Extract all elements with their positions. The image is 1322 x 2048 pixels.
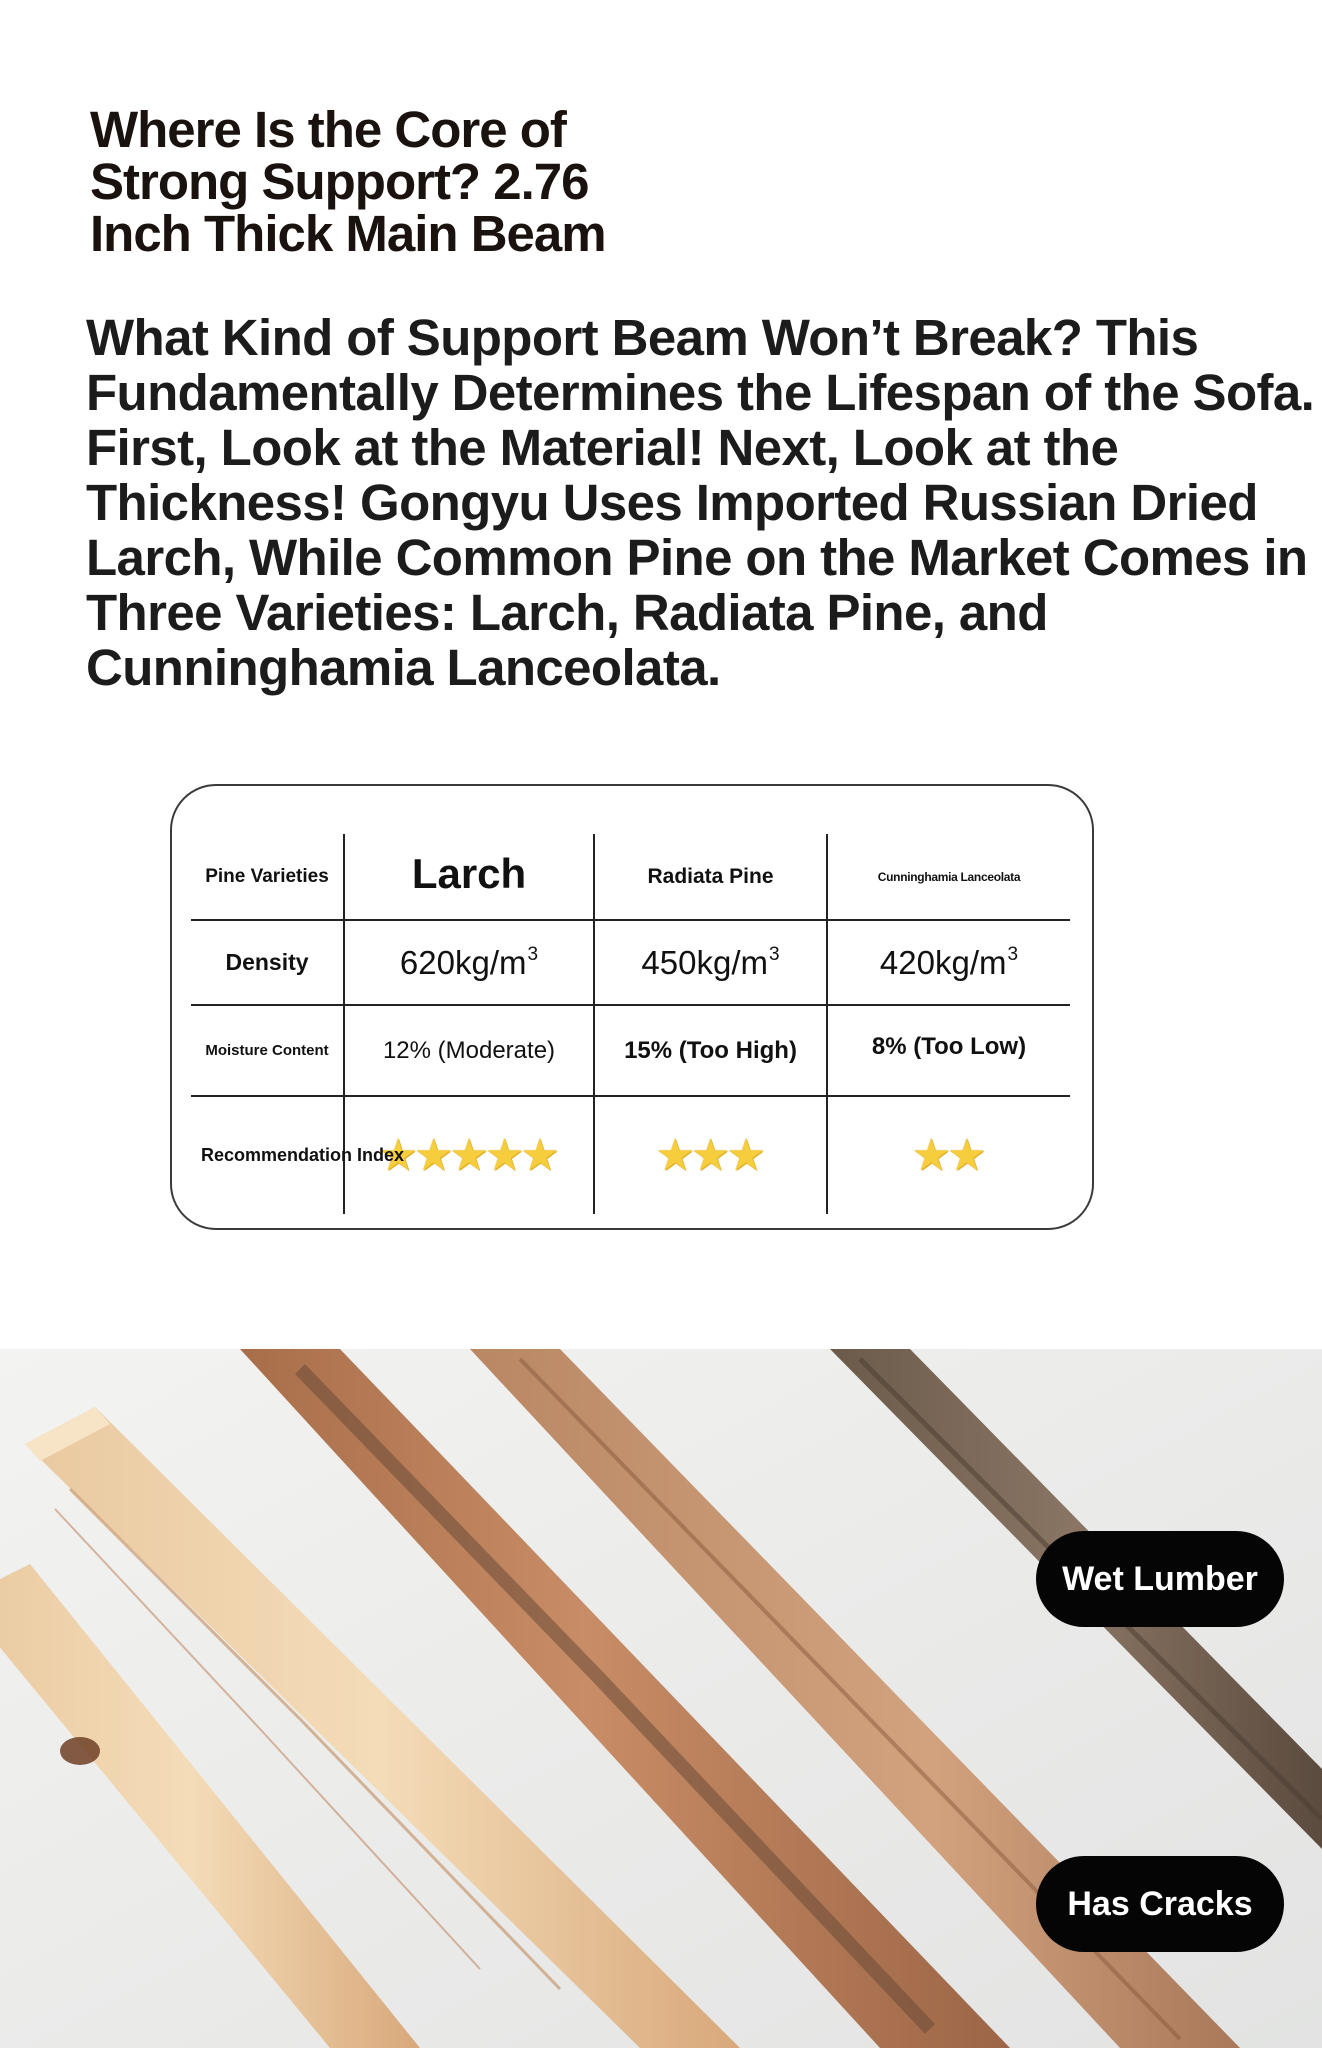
table-row-recommendation bbox=[191, 1096, 1070, 1214]
table-row-moisture bbox=[191, 1005, 1070, 1096]
intro-line: Thickness! Gongyu Uses Imported Russian Dried bbox=[86, 474, 1258, 531]
rating-cunninghamia bbox=[827, 1096, 1070, 1214]
table-header-row bbox=[191, 834, 1070, 920]
star-icon: ★ bbox=[378, 1130, 418, 1180]
star-icon: ★ bbox=[690, 1130, 731, 1180]
moisture-cunninghamia: 8% (Too Low) bbox=[827, 1005, 1070, 1096]
intro-line: First, Look at the Material! Next, Look at the bbox=[86, 419, 1119, 476]
density-cunninghamia: $420kg/m^3$ bbox=[827, 920, 1070, 1005]
star-icon: ★ bbox=[911, 1130, 951, 1180]
star-icon: ★ bbox=[655, 1130, 695, 1180]
star-icon: ★ bbox=[413, 1130, 454, 1180]
star-icon: ★ bbox=[726, 1130, 766, 1180]
row-label-density: Density bbox=[191, 920, 344, 1005]
star-icon: ★ bbox=[449, 1130, 489, 1180]
heading-line: Where Is the Core of bbox=[90, 101, 566, 158]
heading-line: Inch Thick Main Beam bbox=[90, 205, 606, 263]
intro-line: Cunninghamia Lanceolata. bbox=[86, 639, 721, 696]
heading-line: Strong Support? 2.76 bbox=[90, 153, 589, 211]
header-radiata-pine: Radiata Pine bbox=[594, 834, 827, 920]
star-icon: ★ bbox=[947, 1130, 987, 1180]
density-radiata: $450kg/m^3$ bbox=[594, 920, 827, 1005]
intro-line: Three Varieties: Larch, Radiata Pine, and bbox=[86, 584, 1048, 641]
table-row-density bbox=[191, 920, 1070, 1005]
row-label-moisture: Moisture Content bbox=[191, 1005, 344, 1096]
star-icon: ★ bbox=[520, 1130, 560, 1180]
rating-radiata bbox=[594, 1096, 827, 1214]
wood-comparison-table bbox=[191, 834, 1070, 1214]
row-label-recommendation: Recommendation Index bbox=[191, 1096, 344, 1214]
section-heading bbox=[90, 101, 690, 263]
label-wet-lumber: Wet Lumber bbox=[1036, 1531, 1284, 1627]
intro-line: Fundamentally Determines the Lifespan of the Sofa. bbox=[86, 364, 1315, 421]
intro-line: What Kind of Support Beam Won’t Break? This bbox=[86, 309, 1199, 366]
moisture-radiata: 15% (Too High) bbox=[594, 1005, 827, 1096]
star-icon: ★ bbox=[484, 1130, 525, 1180]
wood-comparison-card bbox=[170, 784, 1094, 1230]
header-larch: Larch bbox=[344, 834, 594, 920]
moisture-larch: 12% (Moderate) bbox=[344, 1005, 594, 1096]
intro-line: Larch, While Common Pine on the Market Comes in bbox=[86, 529, 1308, 586]
header-cunninghamia: Cunninghamia Lanceolata bbox=[827, 834, 1070, 920]
label-has-cracks: Has Cracks bbox=[1036, 1856, 1284, 1952]
header-pine-varieties: Pine Varieties bbox=[205, 865, 329, 887]
density-larch: $620kg/m^3$ bbox=[344, 920, 594, 1005]
intro-paragraph bbox=[86, 310, 1316, 695]
